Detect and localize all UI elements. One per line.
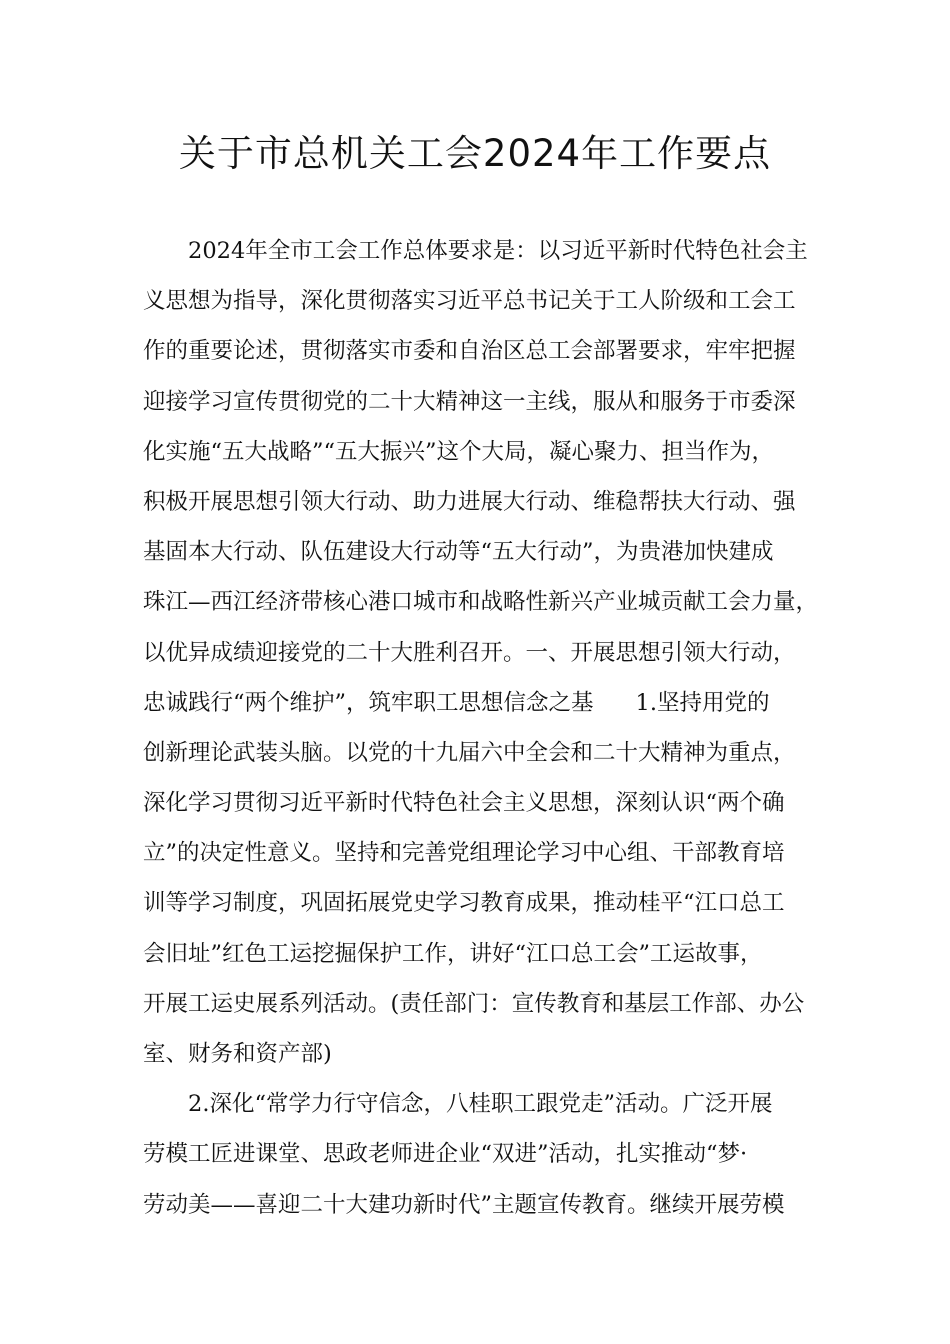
paragraph-line: 劳动美——喜迎二十大建功新时代”主题宣传教育。继续开展劳模	[143, 1191, 785, 1218]
document-body	[143, 226, 823, 1230]
item-number-heading: 1.坚持用党的	[635, 689, 770, 716]
paragraph-line: 深化学习贯彻习近平新时代特色社会主义思想，深刻认识“两个确	[143, 790, 785, 817]
paragraph-line: 迎接学习宣传贯彻党的二十大精神这一主线，服从和服务于市委深	[143, 388, 796, 415]
paragraph-line: 义思想为指导，深化贯彻落实习近平总书记关于工人阶级和工会工	[143, 288, 796, 315]
paragraph-line: 劳模工匠进课堂、思政老师进企业“双进”活动，扎实推动“梦·	[143, 1141, 748, 1168]
paragraph-line: 创新理论武装头脑。以党的十九届六中全会和二十大精神为重点，	[143, 739, 796, 766]
paragraph-line: 作的重要论述，贯彻落实市委和自治区总工会部署要求，牢牢把握	[143, 338, 796, 365]
paragraph-line: 2024年全市工会工作总体要求是：以习近平新时代特色社会主	[188, 238, 808, 264]
paragraph-line: 立”的决定性意义。坚持和完善党组理论学习中心组、干部教育培	[143, 840, 785, 867]
paragraph-line: 训等学习制度，巩固拓展党史学习教育成果，推动桂平“江口总工	[143, 890, 785, 917]
paragraph-line: 会旧址”红色工运挖掘保护工作，讲好“江口总工会”工运故事，	[143, 940, 763, 967]
paragraph-line: 室、财务和资产部)	[143, 1041, 332, 1067]
document-title: 关于市总机关工会2024年工作要点	[178, 132, 772, 175]
paragraph-line: 2.深化“常学力行守信念，八桂职工跟党走”活动。广泛开展	[188, 1091, 773, 1118]
paragraph-line: 化实施“五大战略”“五大振兴”这个大局，凝心聚力、担当作为，	[143, 438, 775, 465]
paragraph-line: 以优异成绩迎接党的二十大胜利召开。一、开展思想引领大行动，	[143, 639, 796, 666]
paragraph-line: 开展工运史展系列活动。(责任部门：宣传教育和基层工作部、办公	[143, 990, 805, 1017]
paragraph-line: 珠江—西江经济带核心港口城市和战略性新兴产业城贡献工会力量，	[143, 589, 819, 616]
paragraph-line-with-item	[143, 678, 823, 728]
paragraph-line: 积极开展思想引领大行动、助力进展大行动、维稳帮扶大行动、强	[143, 488, 796, 515]
paragraph-line-text: 忠诚践行“两个维护”，筑牢职工思想信念之基	[143, 689, 594, 716]
paragraph-line: 基固本大行动、队伍建设大行动等“五大行动”，为贵港加快建成	[143, 539, 774, 566]
